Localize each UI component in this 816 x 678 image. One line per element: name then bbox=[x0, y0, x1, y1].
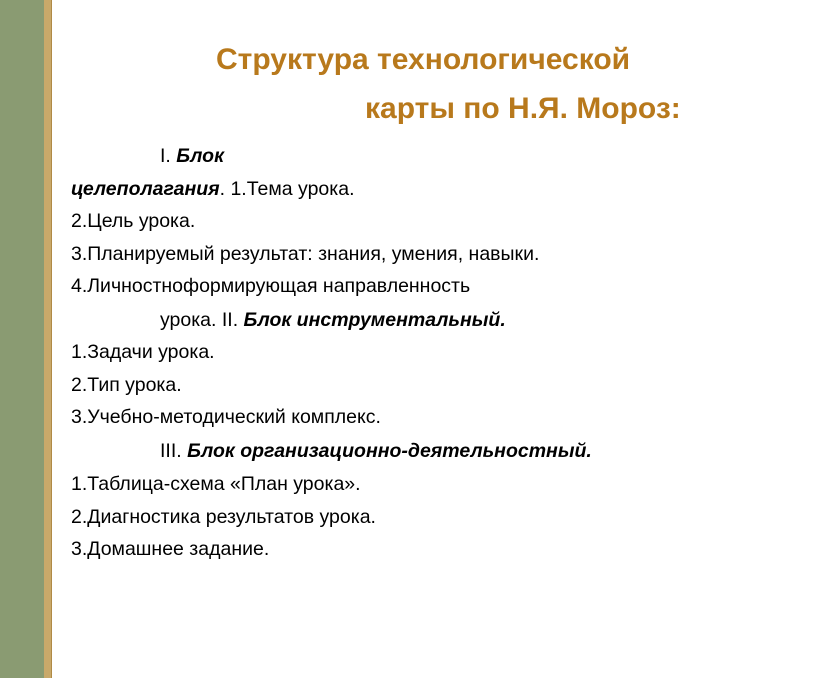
block-1-item-2: 2.Цель урока. bbox=[71, 210, 196, 232]
block-1-heading: Блок bbox=[176, 145, 224, 167]
slide-title-line-2: карты по Н.Я. Мороз: bbox=[365, 92, 681, 125]
block-2-item-3: 3.Учебно-методический комплекс. bbox=[71, 406, 381, 428]
block-3-item-1: 1.Таблица-схема «План урока». bbox=[71, 473, 361, 495]
block-2-item-1: 1.Задачи урока. bbox=[71, 341, 215, 363]
content-line-6 bbox=[160, 311, 506, 331]
block-2-item-2: 2.Тип урока. bbox=[71, 374, 182, 396]
block-3-item-2: 2.Диагностика результатов урока. bbox=[71, 506, 376, 528]
block-1-item-3: 3.Планируемый результат: знания, умения, навыки. bbox=[71, 243, 540, 265]
slide-title-line-1: Структура технологической bbox=[216, 43, 631, 76]
block-1-item-1: . 1.Тема урока. bbox=[219, 178, 355, 200]
block-1-number: I. bbox=[160, 145, 177, 167]
block-3-item-3: 3.Домашнее задание. bbox=[71, 538, 270, 560]
content-line-10 bbox=[160, 442, 592, 462]
block-3-number: III. bbox=[160, 440, 188, 462]
block-2-heading: Блок инструментальный. bbox=[243, 309, 506, 331]
block-1-heading-cont: целеполагания bbox=[71, 178, 220, 200]
block-3-heading: Блок организационно-деятельностный. bbox=[187, 440, 592, 462]
left-decor-bar bbox=[0, 0, 44, 678]
content-line-1 bbox=[160, 147, 224, 167]
left-decor-stripe bbox=[44, 0, 52, 678]
block-2-number: урока. II. bbox=[160, 309, 244, 331]
content-line-2 bbox=[71, 180, 355, 200]
block-1-item-4: 4.Личностноформирующая направленность bbox=[71, 275, 471, 297]
